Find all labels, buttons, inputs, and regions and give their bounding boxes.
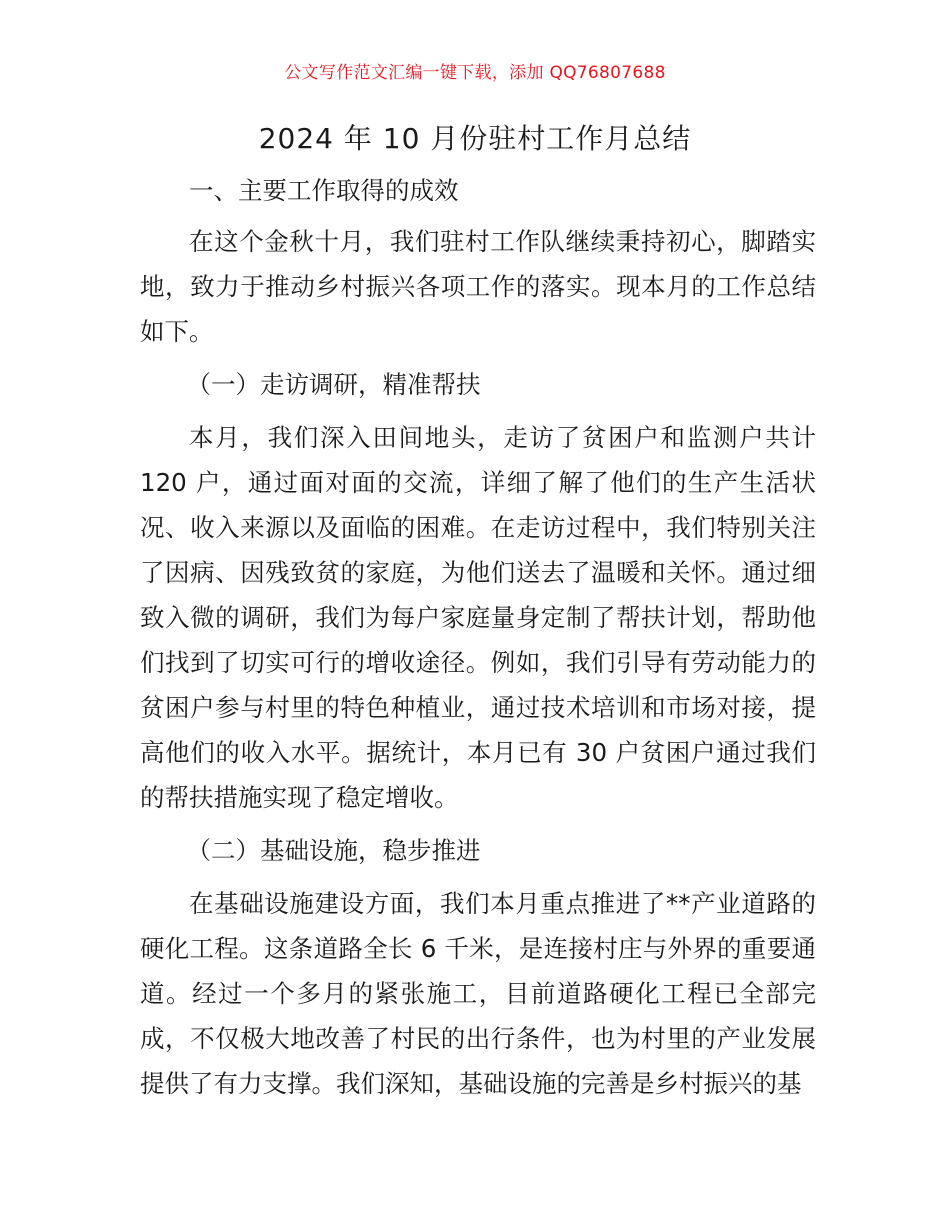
subsection-heading-1: （一）走访调研，精准帮扶 — [186, 370, 481, 399]
document-body — [140, 168, 816, 1114]
download-banner: 公文写作范文汇编一键下载，添加 QQ76807688 — [284, 63, 666, 83]
subsection-heading-2: （二）基础设施，稳步推进 — [186, 836, 481, 865]
document-title: 2024 年 10 月份驻村工作月总结 — [258, 122, 692, 155]
section-heading: 一、主要工作取得的成效 — [189, 176, 459, 205]
intro-paragraph: 在这个金秋十月，我们驻村工作队继续秉持初心，脚踏实地，致力于推动乡村振兴各项工作的落实。现本月的工作总结如下。 — [140, 227, 816, 346]
subsection-paragraph-2: 在基础设施建设方面，我们本月重点推进了**产业道路的硬化工程。这条道路全长 6 千米，是连接村庄与外界的重要通道。经过一个多月的紧张施工，目前道路硬化工程已全部完成，不仅极大地改善了村民的出行条件，也为村里的产业发展提供了有力支撑。我们深知，基础设施的完善是乡村振兴的基 — [140, 889, 816, 1098]
subsection-paragraph-1: 本月，我们深入田间地头，走访了贫困户和监测户共计 120 户，通过面对面的交流，详细了解了他们的生产生活状况、收入来源以及面临的困难。在走访过程中，我们特别关注了因病、因残致贫的家庭，为他们送去了温暖和关怀。通过细致入微的调研，我们为每户家庭量身定制了帮扶计划，帮助他们找到了切实可行的增收途径。例如，我们引导有劳动能力的贫困户参与村里的特色种植业，通过技术培训和市场对接，提高他们的收入水平。据统计，本月已有 30 户贫困户通过我们的帮扶措施实现了稳定增收。 — [140, 423, 816, 812]
